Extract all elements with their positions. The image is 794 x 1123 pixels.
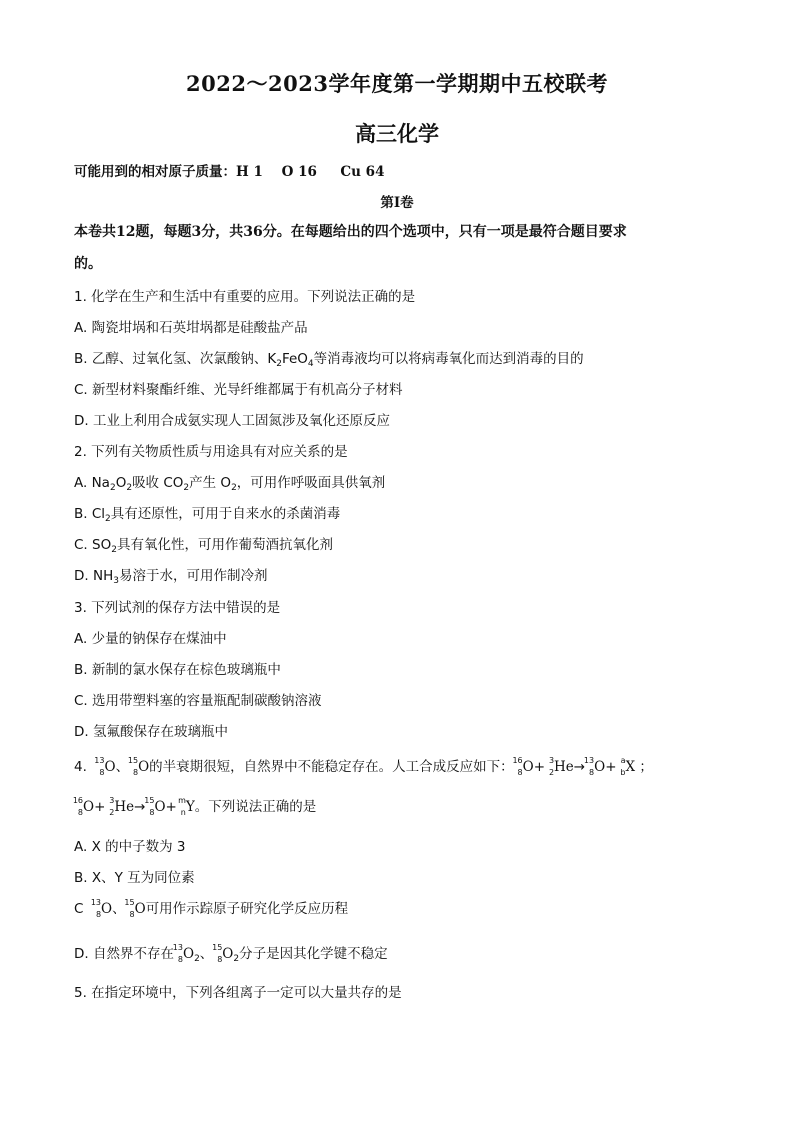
atomic-mass-label: 可能用到的相对原子质量：: [74, 164, 236, 180]
q1-option-d: D. 工业上利用合成氨实现人工固氮涉及氧化还原反应: [74, 413, 390, 429]
q2-a-text: O: [115, 475, 127, 491]
q4-stem-line-1: 4. 13 8 O、 15 8 O的半衰期很短，自然界中不能稳定存在。人工合成反应如下： 16 8 O+ 3 2 He→ 13 8 O+ a b X ；: [74, 756, 653, 777]
q4-option-c: C 13 8 O、 15 8 O可用作示踪原子研究化学反应历程: [74, 898, 349, 919]
nuclide-o16: 16 8: [512, 756, 523, 777]
q2-a-sub: 2: [231, 483, 237, 493]
nuclide-he3: 3 2: [548, 756, 555, 777]
q2-a-sub: 2: [109, 483, 116, 493]
nuclide-o13: 13 8: [172, 943, 183, 964]
q1-b-text: B. 乙醇、过氧化氢、次氯酸钠、K: [74, 351, 277, 367]
mass-h: H 1: [236, 164, 263, 180]
q2-a-sub: 2: [183, 483, 190, 493]
q5-stem: 5. 在指定环境中，下列各组离子一定可以大量共存的是: [74, 985, 402, 1001]
q2-b-text: B. Cl: [74, 506, 106, 522]
q1-b-text: FeO: [281, 351, 308, 367]
q4-stem-text: 的半衰期很短，自然界中不能稳定存在。人工合成反应如下：: [149, 759, 514, 775]
q3-option-d: D. 氢氟酸保存在玻璃瓶中: [74, 724, 228, 740]
atomic-mass-line: [74, 160, 384, 180]
q2-a-text: 吸收 CO: [132, 475, 184, 491]
q3-option-a: A. 少量的钠保存在煤油中: [74, 631, 227, 647]
q2-c-text: C. SO: [74, 537, 112, 553]
nuclide-o15: 15 8: [212, 943, 223, 964]
q2-a-sub: 2: [126, 483, 133, 493]
q2-c-sub: 2: [111, 545, 117, 555]
mass-o: O 16: [281, 164, 317, 180]
q1-option-a: A. 陶瓷坩埚和石英坩埚都是硅酸盐产品: [74, 320, 308, 336]
q3-option-b: B. 新制的氯水保存在棕色玻璃瓶中: [74, 662, 281, 678]
q4-option-b: B. X、Y 互为同位素: [74, 870, 195, 886]
section-instructions-2: 的。: [74, 256, 102, 272]
nuclide-o13: 13 8: [94, 756, 105, 777]
q4-stem-text: 。下列说法正确的是: [194, 799, 317, 815]
q2-d-text: 易溶于水，可用作制冷剂: [118, 568, 268, 584]
exam-subject: 高三化学: [355, 121, 439, 146]
q1-b-text: 等消毒液均可以将病毒氧化而达到消毒的目的: [313, 351, 584, 367]
mass-cu: Cu 64: [340, 164, 385, 180]
q4-c-text: 可用作示踪原子研究化学反应历程: [145, 901, 349, 917]
q4-d-text: D. 自然界不存在: [74, 946, 174, 962]
q2-option-b: [74, 502, 340, 524]
q2-c-text: 具有氧化性，可用作葡萄酒抗氧化剂: [116, 537, 333, 553]
section-title: 第I卷: [380, 195, 414, 211]
q2-stem: 2. 下列有关物质性质与用途具有对应关系的是: [74, 444, 348, 460]
q2-b-text: 具有还原性，可用于自来水的杀菌消毒: [110, 506, 341, 522]
q4-option-a: A. X 的中子数为 3: [74, 839, 186, 855]
nuclide-he3: 3 2: [109, 796, 115, 817]
nuclide-o13: 13 8: [90, 898, 102, 919]
q4-c-letter: C: [74, 901, 84, 917]
q2-d-sub: 3: [113, 576, 119, 586]
exam-title: 2022～2023学年度第一学期期中五校联考: [186, 71, 608, 96]
q2-a-text: A. Na: [74, 475, 110, 491]
nuclide-o16: 16 8: [72, 796, 83, 817]
q2-a-text: ，可用作呼吸面具供氧剂: [236, 475, 386, 491]
q1-stem: 1. 化学在生产和生活中有重要的应用。下列说法正确的是: [74, 289, 416, 305]
nuclide-o13: 13 8: [583, 756, 595, 777]
q2-b-sub: 2: [105, 514, 111, 524]
q3-option-c: C. 选用带塑料塞的容量瓶配制碳酸钠溶液: [74, 693, 322, 709]
q2-d-text: D. NH: [74, 568, 114, 584]
q2-option-d: [74, 564, 267, 586]
nuclide-o15: 15 8: [127, 756, 139, 777]
q4-stem-line-2: 16 8 O+ 3 2 He→ 15 8 O+ m n Y。下列说法正确的是: [72, 796, 317, 817]
nuclide-y: m n: [178, 796, 186, 817]
q4-number: 4.: [74, 759, 87, 775]
nuclide-x: a b: [620, 756, 626, 777]
q1-option-c: C. 新型材料聚酯纤维、光导纤维都属于有机高分子材料: [74, 382, 403, 398]
q4-d-text: 分子是因其化学键不稳定: [239, 946, 388, 962]
q3-stem: 3. 下列试剂的保存方法中错误的是: [74, 600, 281, 616]
q1-b-sub: 2: [276, 359, 282, 369]
q1-b-sub: 4: [307, 359, 314, 369]
q2-a-text: 产生 O: [189, 475, 232, 491]
q2-option-a: [74, 471, 385, 493]
q4-option-d: D. 自然界不存在 13 8 $O_2$、 15 8 $O_2$分子是因其化学键不稳定: [74, 943, 388, 964]
q2-option-c: [74, 533, 333, 555]
nuclide-o15: 15 8: [124, 898, 135, 919]
nuclide-o15: 15 8: [144, 796, 155, 817]
section-instructions-1: 本卷共12题，每题3分，共36分。在每题给出的四个选项中，只有一项是最符合题目要求: [74, 224, 627, 240]
q1-option-b: [74, 347, 584, 369]
